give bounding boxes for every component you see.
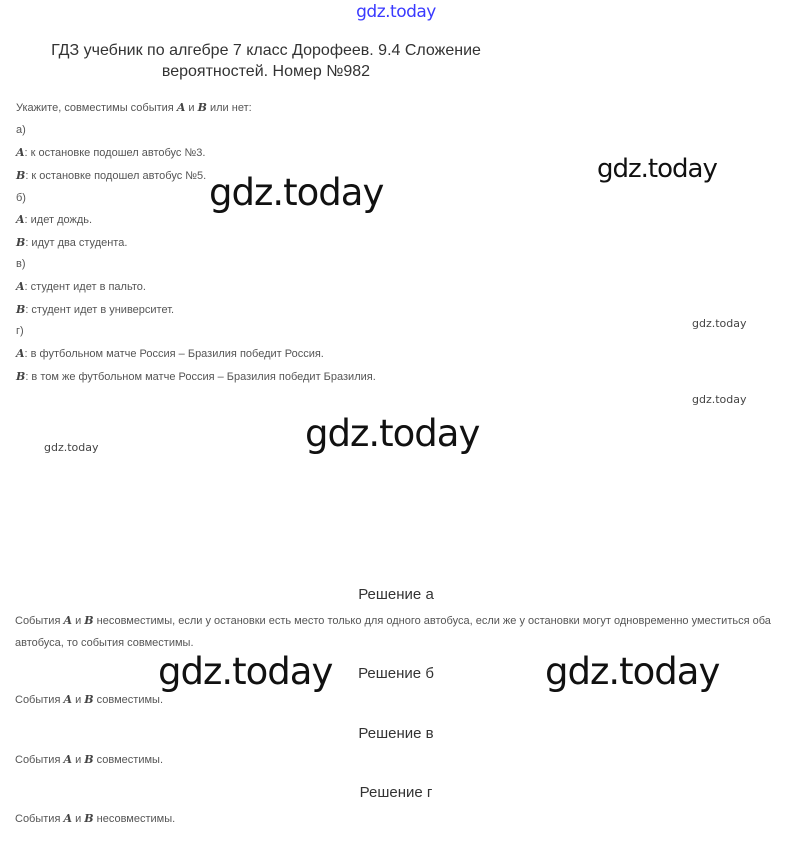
- solution-heading-b: Решение б: [358, 665, 434, 682]
- var-a: A: [16, 347, 25, 360]
- task-intro-conj: и: [185, 102, 198, 114]
- event-text: : в футбольном матче Россия – Бразилия победит Россия.: [24, 348, 324, 360]
- task-intro-text: Укажите, совместимы события: [16, 102, 177, 114]
- event-text: : идут два студента.: [25, 237, 128, 249]
- var-b: B: [16, 370, 26, 383]
- part-b-event-a: [16, 213, 92, 226]
- solution-heading-a: Решение а: [358, 586, 434, 603]
- solution-text: События: [15, 694, 64, 706]
- part-label-d: г): [16, 325, 24, 337]
- solution-text-a: [15, 610, 780, 654]
- part-a-event-b: [16, 169, 206, 182]
- part-d-event-b: [16, 370, 376, 383]
- solution-conj: и: [72, 694, 85, 706]
- solution-text: События: [15, 754, 64, 766]
- part-b-event-b: [16, 236, 127, 249]
- watermark: gdz.today: [305, 412, 480, 455]
- watermark: gdz.today: [545, 650, 720, 693]
- var-a: A: [63, 614, 73, 627]
- var-a: A: [176, 101, 186, 114]
- var-a: A: [63, 753, 73, 766]
- var-b: B: [84, 753, 94, 766]
- page-title: ГДЗ учебник по алгебре 7 класс Дорофеев. 9.4 Сложение вероятностей. Номер №982: [51, 42, 481, 80]
- var-b: B: [84, 614, 94, 627]
- solution-text-c: [15, 749, 780, 771]
- var-b: B: [84, 812, 94, 825]
- watermark: gdz.today: [692, 317, 747, 330]
- event-text: : к остановке подошел автобус №5.: [25, 170, 207, 182]
- part-c-event-a: [16, 280, 146, 293]
- solution-conj: и: [72, 813, 85, 825]
- event-text: : студент идет в пальто.: [24, 281, 146, 293]
- var-b: B: [16, 303, 26, 316]
- watermark: gdz.today: [692, 393, 747, 406]
- var-a: A: [16, 213, 25, 226]
- var-b: B: [84, 693, 94, 706]
- solution-text: События: [15, 615, 64, 627]
- task-intro-end: или нет:: [206, 102, 252, 114]
- solution-text-d: [15, 808, 780, 830]
- event-text: : студент идет в университет.: [25, 304, 175, 316]
- event-text: : в том же футбольном матче Россия – Бразилия победит Бразилия.: [25, 371, 376, 383]
- task-intro: [16, 101, 252, 114]
- event-text: : идет дождь.: [24, 214, 93, 226]
- part-label-a: а): [16, 124, 26, 136]
- solution-heading-c: Решение в: [358, 725, 434, 742]
- var-a: A: [63, 812, 73, 825]
- solution-text: События: [15, 813, 64, 825]
- solution-heading-d: Решение г: [359, 784, 433, 801]
- solution-text: совместимы.: [93, 694, 163, 706]
- part-c-event-b: [16, 303, 174, 316]
- site-logo[interactable]: gdz.today: [356, 2, 436, 22]
- solution-text: несовместимы, если у остановки есть место только для одного автобуса, если же у остановки могут одновременно уместиться оба автобуса, то события совместимы.: [15, 615, 771, 649]
- var-a: A: [63, 693, 73, 706]
- part-label-c: в): [16, 258, 26, 270]
- solution-conj: и: [72, 754, 85, 766]
- var-b: B: [16, 236, 26, 249]
- solution-text: совместимы.: [93, 754, 163, 766]
- part-d-event-a: [16, 347, 324, 360]
- solution-text: несовместимы.: [93, 813, 176, 825]
- part-label-b: б): [16, 192, 26, 204]
- solution-conj: и: [72, 615, 85, 627]
- watermark: gdz.today: [44, 441, 99, 454]
- watermark: gdz.today: [209, 171, 384, 214]
- var-a: A: [16, 280, 25, 293]
- var-b: B: [197, 101, 207, 114]
- var-b: B: [16, 169, 26, 182]
- part-a-event-a: [16, 146, 205, 159]
- watermark: gdz.today: [158, 650, 333, 693]
- event-text: : к остановке подошел автобус №3.: [24, 147, 206, 159]
- watermark: gdz.today: [597, 154, 717, 184]
- var-a: A: [16, 146, 25, 159]
